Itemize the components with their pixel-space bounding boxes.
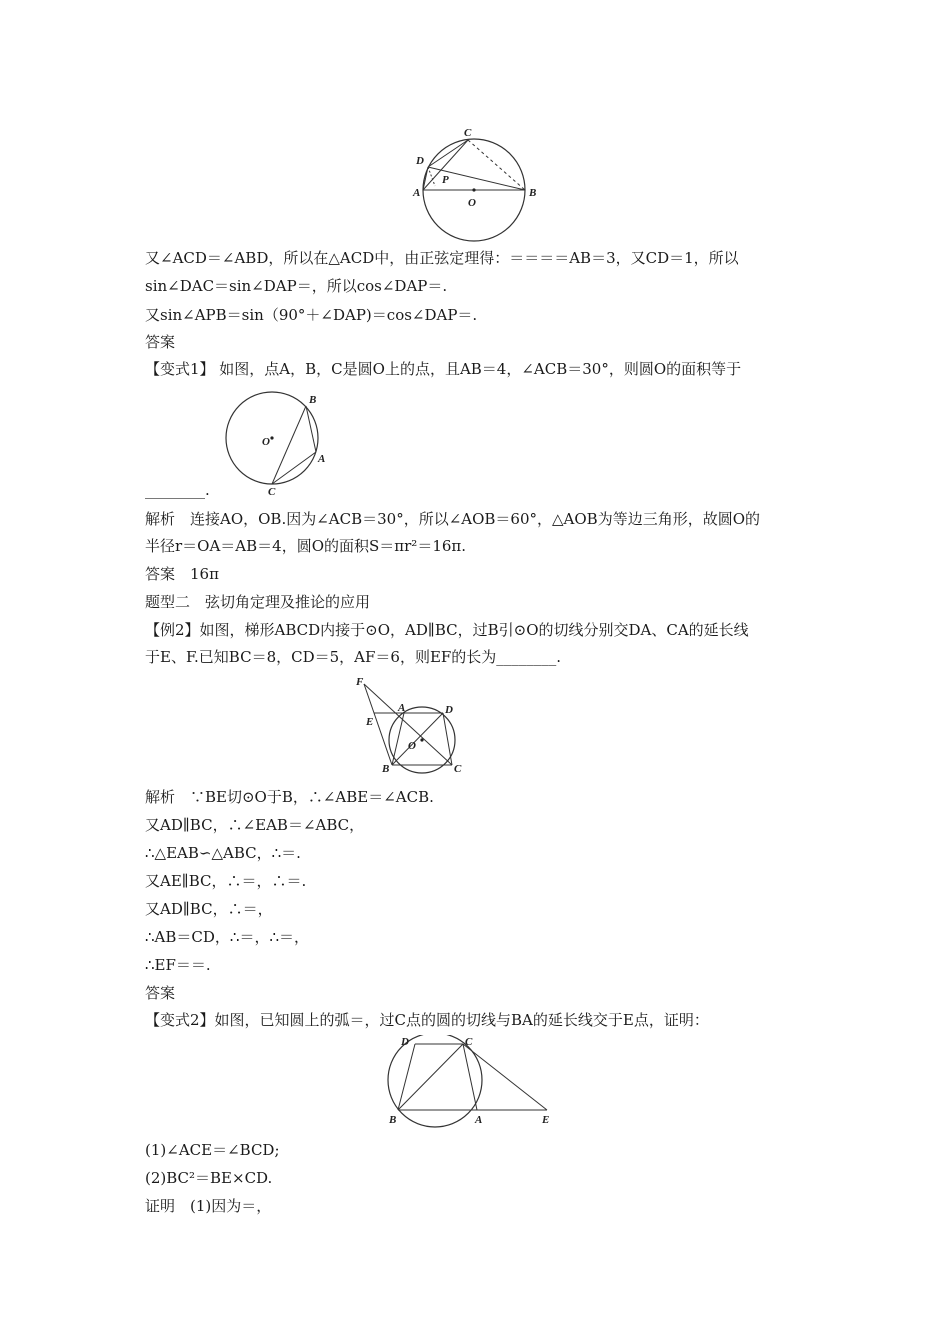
text-line-24: 证明 (1)因为＝， xyxy=(145,1197,272,1215)
text-line-4: 答案 xyxy=(145,333,176,351)
figure-1 xyxy=(405,122,555,242)
fig3-label-f: F xyxy=(356,676,364,688)
fig3-label-b: B xyxy=(382,763,390,775)
fig4-label-b: B xyxy=(389,1114,397,1126)
text-line-20: 答案 xyxy=(145,984,176,1002)
text-line-23: (2)BC²＝BE×CD. xyxy=(145,1169,273,1187)
fig1-label-d: D xyxy=(416,155,424,167)
text-line-6: ________. xyxy=(145,481,210,499)
text-line-5: 【变式1】 如图，点A，B，C是圆O上的点，且AB＝4，∠ACB＝30°，则圆O的面积等于 xyxy=(145,360,742,378)
text-line-7: 解析 连接AO，OB.因为∠ACB＝30°，所以∠AOB＝60°，△AOB为等边三角形，故圆O的 xyxy=(145,510,761,528)
text-line-19: ∴EF＝＝. xyxy=(145,956,211,974)
text-line-11: 【例2】如图，梯形ABCD内接于⊙O，AD∥BC，过B引⊙O的切线分别交DA、CA的延长线 xyxy=(145,621,749,639)
fig2-label-c: C xyxy=(268,486,276,498)
fig2-label-o: O xyxy=(262,436,270,448)
fig3-label-a: A xyxy=(398,702,406,714)
text-line-8: 半径r＝OA＝AB＝4，圆O的面积S＝πr²＝16π. xyxy=(145,537,467,555)
text-line-14: 又AD∥BC，∴∠EAB＝∠ABC， xyxy=(145,816,365,834)
text-line-9: 答案 16π xyxy=(145,565,219,583)
fig3-label-d: D xyxy=(445,704,453,716)
fig1-label-o: O xyxy=(468,197,476,209)
fig2-label-b: B xyxy=(309,394,317,406)
text-line-3: 又sin∠APB＝sin（90°＋∠DAP)＝cos∠DAP＝. xyxy=(145,306,478,324)
figure-2 xyxy=(222,388,342,500)
fig4-label-c: C xyxy=(465,1036,473,1048)
fig3-label-o: O xyxy=(408,740,416,752)
fig3-label-c: C xyxy=(454,763,462,775)
figure-3 xyxy=(352,674,472,778)
text-line-12: 于E、F.已知BC＝8，CD＝5，AF＝6，则EF的长为________. xyxy=(145,648,562,666)
text-line-13: 解析 ∵BE切⊙O于B，∴∠ABE＝∠ACB. xyxy=(145,788,434,806)
text-line-22: (1)∠ACE＝∠BCD; xyxy=(145,1141,280,1159)
fig4-label-d: D xyxy=(401,1036,409,1048)
fig2-label-a: A xyxy=(318,453,326,465)
fig1-label-p: P xyxy=(442,174,449,186)
fig1-label-c: C xyxy=(464,127,472,139)
text-line-2: sin∠DAC＝sin∠DAP＝，所以cos∠DAP＝. xyxy=(145,277,448,295)
text-line-16: 又AE∥BC，∴＝，∴＝. xyxy=(145,872,307,890)
text-line-10: 题型二 弦切角定理及推论的应用 xyxy=(145,593,371,611)
fig4-label-e: E xyxy=(542,1114,550,1126)
text-line-21: 【变式2】如图，已知圆上的弧＝，过C点的圆的切线与BA的延长线交于E点，证明： xyxy=(145,1011,709,1029)
fig1-label-a: A xyxy=(413,187,421,199)
figure-4 xyxy=(385,1035,560,1133)
text-line-15: ∴△EAB∽△ABC，∴＝. xyxy=(145,844,301,862)
text-line-1: 又∠ACD＝∠ABD，所以在△ACD中，由正弦定理得：＝＝＝＝AB＝3，又CD＝1，所以 xyxy=(145,249,739,267)
fig3-label-e: E xyxy=(366,716,374,728)
fig4-label-a: A xyxy=(475,1114,483,1126)
text-line-17: 又AD∥BC，∴＝， xyxy=(145,900,273,918)
fig1-label-b: B xyxy=(529,187,537,199)
text-line-18: ∴AB＝CD，∴＝，∴＝， xyxy=(145,928,309,946)
